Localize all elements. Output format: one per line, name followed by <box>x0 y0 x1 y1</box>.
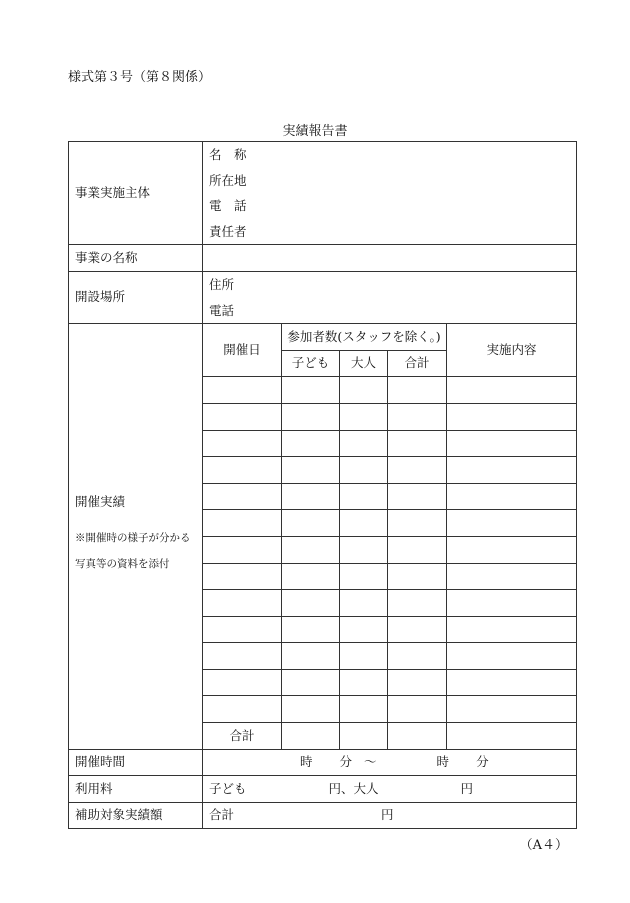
results-header-row <box>69 324 577 351</box>
document-title: 実績報告書 <box>282 124 348 139</box>
total-cell[interactable] <box>388 563 447 590</box>
subsidy-field[interactable] <box>203 802 577 829</box>
results-note: ※開催時の様子が分かる写真等の資料を添付 <box>75 532 191 571</box>
date-cell[interactable] <box>203 643 282 670</box>
content-cell[interactable] <box>447 696 577 723</box>
children-cell[interactable] <box>282 483 340 510</box>
children-cell[interactable] <box>282 616 340 643</box>
content-cell[interactable] <box>447 377 577 404</box>
total-cell[interactable] <box>388 377 447 404</box>
content-cell[interactable] <box>447 643 577 670</box>
subsidy-yen-label: 円 <box>381 807 394 823</box>
results-label: 開催実績 <box>75 493 126 509</box>
children-cell[interactable] <box>282 430 340 457</box>
report-form <box>68 141 577 829</box>
children-cell[interactable] <box>282 669 340 696</box>
content-cell[interactable] <box>447 563 577 590</box>
total-content-cell <box>447 723 577 750</box>
total-cell[interactable] <box>388 510 447 537</box>
hours-tilde: ～ <box>364 754 377 770</box>
total-cell[interactable] <box>388 643 447 670</box>
date-cell[interactable] <box>203 590 282 617</box>
project-name-label: 事業の名称 <box>69 245 203 272</box>
adults-cell[interactable] <box>340 643 388 670</box>
fee-children-label: 子ども <box>209 780 247 796</box>
hours-end-minute-unit: 分 <box>476 754 489 770</box>
venue-row <box>69 271 577 323</box>
fee-yen-adults-label: 円、大人 <box>328 780 379 796</box>
results-total-label: 合計 <box>203 723 282 750</box>
children-cell[interactable] <box>282 536 340 563</box>
children-cell[interactable] <box>282 457 340 484</box>
fee-yen-label: 円 <box>460 780 474 796</box>
header-adults: 大人 <box>340 350 388 377</box>
venue-address-label: 住所 <box>209 276 235 292</box>
organizer-address-label: 所在地 <box>209 172 247 188</box>
adults-cell[interactable] <box>340 377 388 404</box>
hours-start-hour-unit: 時 <box>300 754 313 770</box>
total-sum-cell[interactable] <box>388 723 447 750</box>
hours-row <box>69 749 577 776</box>
date-cell[interactable] <box>203 616 282 643</box>
organizer-phone-label: 電 話 <box>209 198 247 214</box>
adults-cell[interactable] <box>340 696 388 723</box>
organizer-label: 事業実施主体 <box>69 142 203 245</box>
date-cell[interactable] <box>203 696 282 723</box>
children-cell[interactable] <box>282 403 340 430</box>
total-cell[interactable] <box>388 536 447 563</box>
organizer-row <box>69 142 577 245</box>
date-cell[interactable] <box>203 483 282 510</box>
content-cell[interactable] <box>447 590 577 617</box>
fee-field[interactable] <box>203 776 577 803</box>
children-cell[interactable] <box>282 696 340 723</box>
results-label-cell <box>69 324 203 750</box>
header-children: 子ども <box>282 350 340 377</box>
total-cell[interactable] <box>388 590 447 617</box>
content-cell[interactable] <box>447 536 577 563</box>
organizer-fields[interactable] <box>203 142 577 245</box>
venue-phone-label: 電話 <box>209 302 235 318</box>
total-adults-cell[interactable] <box>340 723 388 750</box>
hours-field[interactable] <box>203 749 577 776</box>
adults-cell[interactable] <box>340 483 388 510</box>
project-name-field[interactable] <box>203 245 577 272</box>
children-cell[interactable] <box>282 377 340 404</box>
date-cell[interactable] <box>203 430 282 457</box>
date-cell[interactable] <box>203 510 282 537</box>
total-cell[interactable] <box>388 616 447 643</box>
subsidy-row <box>69 802 577 829</box>
organizer-manager-label: 責任者 <box>209 223 247 239</box>
form-number: 様式第３号（第８関係） <box>68 70 212 85</box>
project-name-row <box>69 245 577 272</box>
content-cell[interactable] <box>447 669 577 696</box>
total-cell[interactable] <box>388 457 447 484</box>
hours-label: 開催時間 <box>69 749 203 776</box>
total-cell[interactable] <box>388 669 447 696</box>
content-cell[interactable] <box>447 403 577 430</box>
date-cell[interactable] <box>203 669 282 696</box>
header-participants: 参加者数(スタッフを除く。) <box>282 324 447 351</box>
children-cell[interactable] <box>282 643 340 670</box>
date-cell[interactable] <box>203 563 282 590</box>
date-cell[interactable] <box>203 403 282 430</box>
header-content: 実施内容 <box>447 324 577 377</box>
total-children-cell[interactable] <box>282 723 340 750</box>
adults-cell[interactable] <box>340 563 388 590</box>
adults-cell[interactable] <box>340 616 388 643</box>
organizer-name-label: 名 称 <box>209 147 247 162</box>
content-cell[interactable] <box>447 510 577 537</box>
header-total: 合計 <box>388 350 447 377</box>
venue-fields[interactable] <box>203 271 577 323</box>
header-date: 開催日 <box>203 324 282 377</box>
subsidy-total-label: 合計 <box>209 807 235 823</box>
total-cell[interactable] <box>388 696 447 723</box>
children-cell[interactable] <box>282 590 340 617</box>
venue-label: 開設場所 <box>69 271 203 323</box>
adults-cell[interactable] <box>340 457 388 484</box>
children-cell[interactable] <box>282 510 340 537</box>
children-cell[interactable] <box>282 563 340 590</box>
fee-label: 利用料 <box>69 776 203 803</box>
date-cell[interactable] <box>203 536 282 563</box>
total-cell[interactable] <box>388 483 447 510</box>
content-cell[interactable] <box>447 616 577 643</box>
total-cell[interactable] <box>388 430 447 457</box>
adults-cell[interactable] <box>340 536 388 563</box>
date-cell[interactable] <box>203 377 282 404</box>
adults-cell[interactable] <box>340 510 388 537</box>
fee-row <box>69 776 577 803</box>
adults-cell[interactable] <box>340 403 388 430</box>
content-cell[interactable] <box>447 483 577 510</box>
hours-end-hour-unit: 時 <box>436 754 450 770</box>
content-cell[interactable] <box>447 457 577 484</box>
adults-cell[interactable] <box>340 669 388 696</box>
adults-cell[interactable] <box>340 430 388 457</box>
content-cell[interactable] <box>447 430 577 457</box>
date-cell[interactable] <box>203 457 282 484</box>
paper-size-label: （A４） <box>519 838 568 853</box>
subsidy-label: 補助対象実績額 <box>69 802 203 829</box>
adults-cell[interactable] <box>340 590 388 617</box>
hours-start-minute-unit: 分 <box>339 754 353 770</box>
total-cell[interactable] <box>388 403 447 430</box>
